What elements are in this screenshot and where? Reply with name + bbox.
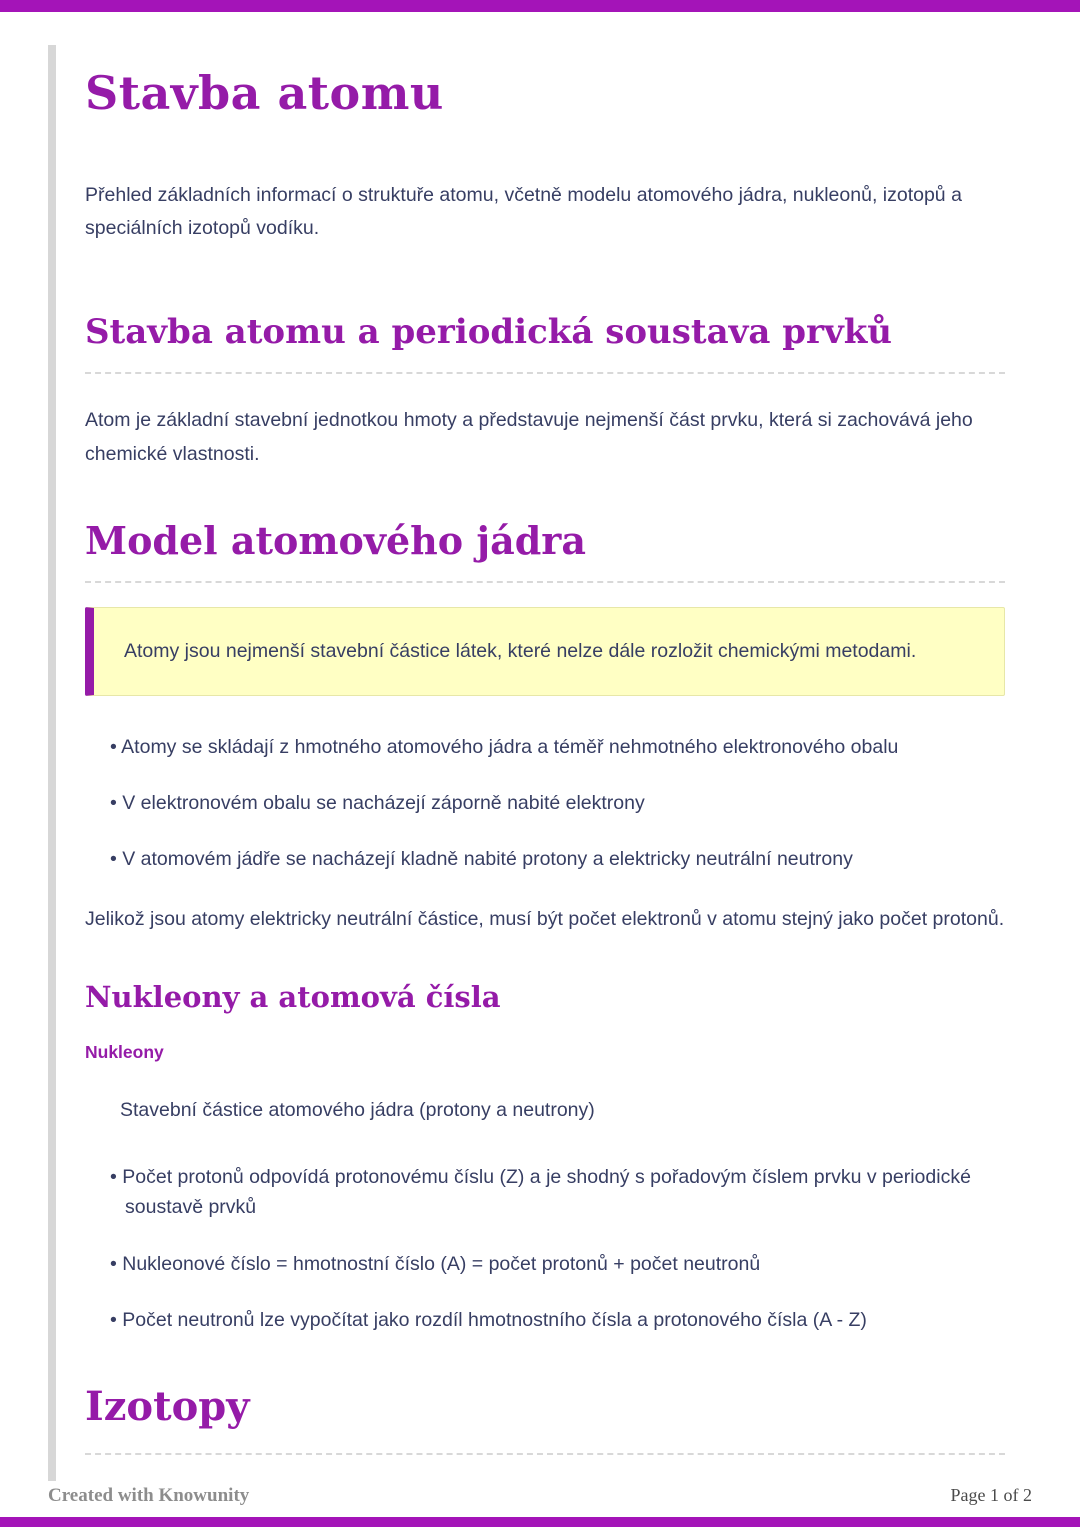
atom-structure-list bbox=[85, 732, 1005, 875]
list-item: • V atomovém jádře se nacházejí kladně nabité protony a elektricky neutrální neutrony bbox=[85, 844, 1005, 874]
list-item: • Nukleonové číslo = hmotnostní číslo (A) = počet protonů + počet neutronů bbox=[85, 1249, 1005, 1279]
page-footer bbox=[48, 1485, 1032, 1507]
term-definition: Stavební částice atomového jádra (protony a neutrony) bbox=[120, 1099, 595, 1122]
section-heading-stavba-atomu: Stavba atomu a periodická soustava prvků bbox=[85, 312, 1005, 375]
intro-paragraph: Přehled základních informací o struktuře atomu, včetně modelu atomového jádra, nukleonů, izotopů a speciálních izotopů vodíku. bbox=[85, 183, 962, 240]
list-item: • Počet protonů odpovídá protonovému číslu (Z) a je shodný s pořadovým číslem prvku v periodické soustavě prvků bbox=[85, 1162, 1005, 1222]
section-heading-model-jadra: Model atomového jádra bbox=[85, 518, 1005, 584]
term-label: Nukleony bbox=[85, 1042, 164, 1063]
nukleony-list bbox=[85, 1162, 1005, 1335]
list-item: • Atomy se skládají z hmotného atomového jádra a téměř nehmotného elektronového obalu bbox=[85, 732, 1005, 762]
list-item: • Počet neutronů lze vypočítat jako rozdíl hmotnostního čísla a protonového čísla (A - Z) bbox=[85, 1305, 1005, 1335]
list-item: • V elektronovém obalu se nacházejí záporně nabité elektrony bbox=[85, 788, 1005, 818]
callout-text: Atomy jsou nejmenší stavební částice látek, které nelze dále rozložit chemickými metodami. bbox=[124, 640, 917, 663]
created-with-label: Created with Knowunity bbox=[48, 1485, 250, 1506]
left-page-rail bbox=[48, 45, 56, 1481]
page-title: Stavba atomu bbox=[85, 66, 444, 120]
section2-paragraph: Jelikož jsou atomy elektricky neutrální částice, musí být počet elektronů v atomu stejný jako počet protonů. bbox=[85, 907, 1005, 930]
bottom-accent-bar bbox=[0, 1517, 1080, 1527]
top-accent-bar bbox=[0, 0, 1080, 12]
section-heading-izotopy: Izotopy bbox=[85, 1383, 1005, 1455]
section1-paragraph: Atom je základní stavební jednotkou hmoty a představuje nejmenší část prvku, která si zachovává jeho chemické vlastnosti. bbox=[85, 409, 973, 465]
page-number: Page 1 of 2 bbox=[950, 1485, 1032, 1505]
document-content bbox=[85, 12, 1005, 1455]
highlight-callout bbox=[85, 607, 1005, 696]
subsection-heading-nukleony: Nukleony a atomová čísla bbox=[85, 980, 501, 1015]
